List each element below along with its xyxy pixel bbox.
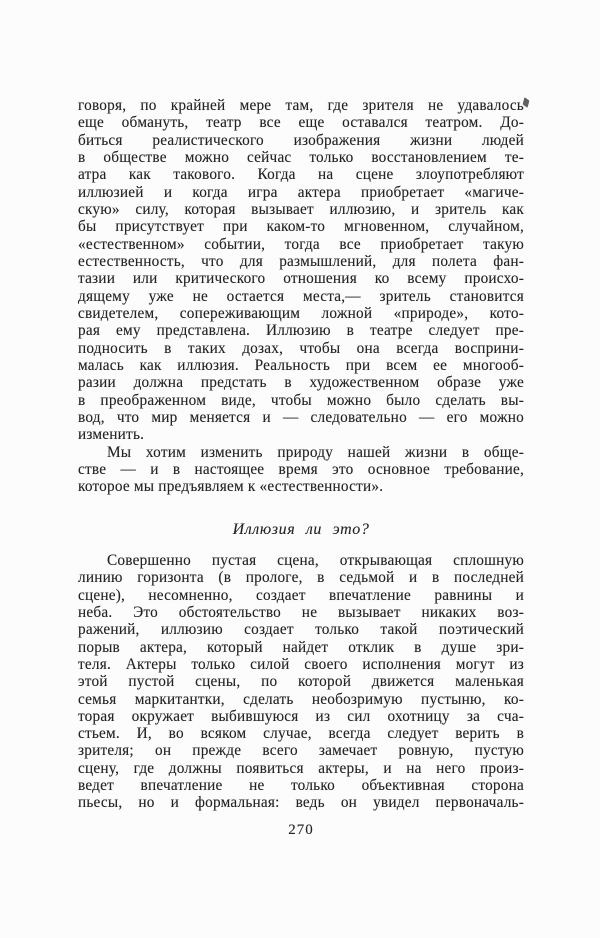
text-line: тазии или критического отношения ко всему происхо-	[78, 270, 524, 288]
page-text	[78, 97, 524, 839]
text-line: подносить в таких дозах, чтобы она всегда восприни-	[78, 339, 524, 357]
text-line: торая окружает выбившуюся из сил охотницу за сча-	[78, 707, 524, 725]
text-line: сцене), несомненно, создает впечатление равнины и	[78, 586, 524, 604]
text-line: вод, что мир меняется и — следовательно — его можно	[78, 408, 524, 426]
text-line: малась как иллюзия. Реальность при всем ее многооб-	[78, 356, 524, 374]
text-line: «естественном» событии, тогда все приобретает такую	[78, 235, 524, 253]
text-line: в преображенном виде, чтобы можно было сделать вы-	[78, 391, 524, 409]
text-line: неба. Это обстоятельство не вызывает никаких воз-	[78, 603, 524, 621]
section-heading: Иллюзия ли это?	[232, 520, 370, 538]
text-line: в обществе можно сейчас только восстановлением те-	[78, 148, 524, 166]
text-line: сцену, где должны появиться актеры, и на него произ-	[78, 759, 524, 777]
text-line: ражений, иллюзию создает только такой поэтический	[78, 621, 524, 639]
text-line: дящему уже не остается места,— зритель становится	[78, 287, 524, 305]
text-line: свидетелем, сопереживающим ложной «природе», кото-	[78, 304, 524, 322]
text-line: стве — и в настоящее время это основное требование,	[78, 460, 524, 478]
text-line: атра как такового. Когда на сцене злоупотребляют	[78, 166, 524, 184]
text-line: которое мы предъявляем к «естественности».	[78, 478, 384, 496]
text-line: рая ему представлена. Иллюзию в театре следует пре-	[78, 322, 524, 340]
text-line: естественность, что для размышлений, для полета фан-	[78, 252, 524, 270]
text-line: говоря, по крайней мере там, где зрителя не удавалось	[78, 97, 524, 114]
text-line: зрителя; он прежде всего замечает ровную, пустую	[78, 742, 524, 760]
text-line: Мы хотим изменить природу нашей жизни в обще-	[107, 443, 524, 461]
text-line: иллюзией и когда игра актера приобретает «магиче-	[78, 183, 524, 201]
text-line: бы присутствует при каком-то мгновенном, случайном,	[78, 218, 524, 236]
text-line: ведет впечатление не только объективная сторона	[78, 777, 524, 795]
page-number: 270	[288, 821, 314, 838]
text-line: биться реалистического изображения жизни людей	[78, 131, 524, 149]
text-line: порыв актера, который найдет отклик в душе зри-	[78, 638, 524, 656]
paragraph	[78, 552, 524, 812]
text-line: разии должна предстать в художественном образе уже	[78, 374, 524, 392]
paragraph	[78, 444, 524, 496]
paragraph	[78, 97, 524, 444]
text-line: линию горизонта (в прологе, в седьмой и в последней	[78, 569, 524, 587]
text-line: еще обмануть, театр все еще оставался театром. До-	[78, 114, 524, 132]
text-line: изменить.	[78, 426, 145, 444]
text-line: скую» силу, которая вызывает иллюзию, и зритель как	[78, 200, 524, 218]
text-line: этой пустой сцены, по которой движется маленькая	[78, 673, 524, 691]
text-line: Совершенно пустая сцена, открывающая сплошную	[107, 551, 524, 569]
text-line: теля. Актеры только силой своего исполнения могут из	[78, 655, 524, 673]
text-line: пьесы, но и формальная: ведь он увидел первоначаль-	[78, 794, 524, 812]
text-line: семья маркитантки, сделать необозримую пустыню, ко-	[78, 690, 524, 708]
text-line: стьем. И, во всяком случае, всегда следует верить в	[78, 725, 524, 743]
